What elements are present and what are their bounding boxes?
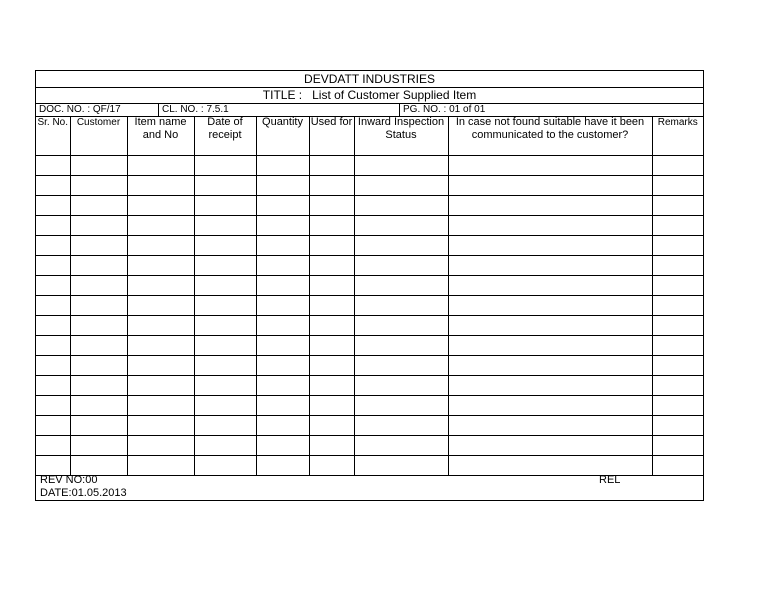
table-cell [127, 176, 194, 196]
table-cell [354, 436, 448, 456]
table-cell [127, 236, 194, 256]
table-row [36, 196, 703, 216]
table-cell [256, 256, 309, 276]
table-cell [36, 276, 70, 296]
column-header-used-for: Used for [309, 116, 354, 156]
table-cell [354, 236, 448, 256]
column-header-communicated: In case not found suitable have it been communicated to the customer? [448, 116, 652, 156]
table-cell [194, 156, 256, 176]
table-cell [309, 196, 354, 216]
table-cell [354, 316, 448, 336]
table-row [36, 456, 703, 476]
table-cell [194, 396, 256, 416]
table-cell [127, 416, 194, 436]
table-cell [652, 416, 703, 436]
table-cell [36, 416, 70, 436]
table-cell [448, 456, 652, 476]
table-row [36, 376, 703, 396]
document-meta-row [36, 103, 703, 117]
table-cell [70, 256, 127, 276]
table-cell [309, 156, 354, 176]
table-cell [194, 256, 256, 276]
column-header-quantity: Quantity [256, 116, 309, 156]
items-table [36, 116, 703, 476]
table-cell [127, 396, 194, 416]
table-cell [36, 456, 70, 476]
table-cell [652, 396, 703, 416]
table-cell [652, 216, 703, 236]
table-cell [127, 196, 194, 216]
table-cell [36, 296, 70, 316]
table-cell [70, 216, 127, 236]
table-cell [194, 356, 256, 376]
table-cell [309, 356, 354, 376]
table-cell [652, 336, 703, 356]
table-cell [309, 296, 354, 316]
table-cell [309, 236, 354, 256]
table-row [36, 336, 703, 356]
table-row [36, 276, 703, 296]
table-cell [194, 456, 256, 476]
table-cell [448, 216, 652, 236]
table-cell [70, 296, 127, 316]
company-name: DEVDATT INDUSTRIES [36, 71, 703, 88]
table-cell [256, 456, 309, 476]
table-cell [70, 176, 127, 196]
table-cell [36, 376, 70, 396]
table-cell [448, 436, 652, 456]
table-cell [127, 316, 194, 336]
table-cell [354, 196, 448, 216]
table-cell [448, 176, 652, 196]
table-cell [309, 416, 354, 436]
table-cell [70, 336, 127, 356]
table-cell [309, 376, 354, 396]
table-cell [127, 296, 194, 316]
table-cell [448, 256, 652, 276]
table-cell [309, 436, 354, 456]
table-cell [354, 376, 448, 396]
table-cell [36, 336, 70, 356]
table-cell [256, 316, 309, 336]
table-cell [354, 256, 448, 276]
table-cell [448, 196, 652, 216]
customer-supplied-item-form [35, 70, 704, 501]
page-number: PG. NO. : 01 of 01 [399, 103, 705, 116]
table-cell [256, 216, 309, 236]
table-row [36, 156, 703, 176]
column-header-item-name: Item name and No [127, 116, 194, 156]
form-footer [36, 474, 703, 500]
table-cell [652, 316, 703, 336]
table-cell [127, 216, 194, 236]
table-cell [194, 236, 256, 256]
table-cell [309, 176, 354, 196]
table-cell [256, 276, 309, 296]
table-cell [256, 196, 309, 216]
table-row [36, 436, 703, 456]
table-cell [354, 216, 448, 236]
column-header-sr-no: Sr. No. [36, 116, 70, 156]
table-cell [652, 256, 703, 276]
table-cell [256, 156, 309, 176]
table-cell [354, 456, 448, 476]
table-cell [309, 456, 354, 476]
table-cell [36, 316, 70, 336]
table-cell [194, 416, 256, 436]
table-cell [194, 216, 256, 236]
table-cell [448, 296, 652, 316]
revision-number: REV NO:00 [40, 474, 98, 486]
doc-number: DOC. NO. : QF/17 [36, 103, 159, 116]
table-cell [127, 256, 194, 276]
table-body [36, 156, 703, 476]
table-cell [652, 176, 703, 196]
table-cell [448, 336, 652, 356]
table-row [36, 316, 703, 336]
table-cell [354, 396, 448, 416]
table-cell [127, 436, 194, 456]
table-cell [256, 236, 309, 256]
table-cell [36, 356, 70, 376]
table-cell [354, 336, 448, 356]
table-cell [127, 276, 194, 296]
table-cell [354, 296, 448, 316]
table-cell [256, 396, 309, 416]
table-cell [448, 316, 652, 336]
release-label: REL [599, 474, 621, 486]
table-row [36, 216, 703, 236]
table-cell [70, 396, 127, 416]
form-title: TITLE : List of Customer Supplied Item [36, 87, 703, 104]
table-cell [70, 316, 127, 336]
table-cell [194, 176, 256, 196]
table-cell [127, 336, 194, 356]
table-cell [652, 236, 703, 256]
table-cell [70, 236, 127, 256]
table-cell [354, 356, 448, 376]
clause-number: CL. NO. : 7.5.1 [162, 104, 229, 115]
table-cell [309, 216, 354, 236]
table-cell [256, 436, 309, 456]
table-cell [127, 376, 194, 396]
table-cell [652, 436, 703, 456]
table-cell [36, 156, 70, 176]
table-cell [70, 356, 127, 376]
table-cell [70, 456, 127, 476]
table-cell [354, 156, 448, 176]
table-cell [448, 396, 652, 416]
table-cell [70, 376, 127, 396]
table-row [36, 396, 703, 416]
table-cell [652, 376, 703, 396]
table-cell [36, 396, 70, 416]
table-cell [309, 316, 354, 336]
table-cell [448, 416, 652, 436]
table-cell [194, 436, 256, 456]
table-cell [309, 276, 354, 296]
table-row [36, 176, 703, 196]
table-cell [194, 336, 256, 356]
table-cell [70, 196, 127, 216]
table-cell [36, 216, 70, 236]
table-cell [194, 196, 256, 216]
table-cell [70, 156, 127, 176]
table-cell [448, 156, 652, 176]
table-cell [354, 416, 448, 436]
revision-date: DATE:01.05.2013 [40, 487, 127, 499]
table-cell [194, 276, 256, 296]
table-cell [448, 276, 652, 296]
table-cell [36, 236, 70, 256]
table-cell [194, 376, 256, 396]
table-cell [194, 316, 256, 336]
table-cell [448, 376, 652, 396]
column-header-date-of-receipt: Date of receipt [194, 116, 256, 156]
table-cell [448, 236, 652, 256]
table-row [36, 236, 703, 256]
column-header-inspection-status: Inward Inspection Status [354, 116, 448, 156]
column-header-remarks: Remarks [652, 116, 703, 156]
table-row [36, 416, 703, 436]
table-cell [127, 356, 194, 376]
table-row [36, 296, 703, 316]
table-row [36, 256, 703, 276]
table-cell [354, 176, 448, 196]
table-cell [652, 276, 703, 296]
table-cell [256, 296, 309, 316]
table-cell [194, 296, 256, 316]
column-header-customer: Customer [70, 116, 127, 156]
table-cell [448, 356, 652, 376]
table-cell [127, 456, 194, 476]
table-cell [652, 196, 703, 216]
table-cell [652, 156, 703, 176]
table-cell [36, 176, 70, 196]
table-cell [652, 356, 703, 376]
table-cell [652, 296, 703, 316]
table-cell [309, 256, 354, 276]
table-cell [309, 336, 354, 356]
table-cell [36, 436, 70, 456]
table-header-row [36, 116, 703, 156]
table-row [36, 356, 703, 376]
table-cell [70, 276, 127, 296]
table-cell [256, 416, 309, 436]
table-cell [256, 376, 309, 396]
table-cell [36, 256, 70, 276]
table-cell [70, 436, 127, 456]
table-cell [127, 156, 194, 176]
table-cell [652, 456, 703, 476]
table-cell [36, 196, 70, 216]
table-cell [354, 276, 448, 296]
table-cell [256, 176, 309, 196]
table-cell [256, 336, 309, 356]
table-cell [309, 396, 354, 416]
table-cell [256, 356, 309, 376]
table-cell [70, 416, 127, 436]
